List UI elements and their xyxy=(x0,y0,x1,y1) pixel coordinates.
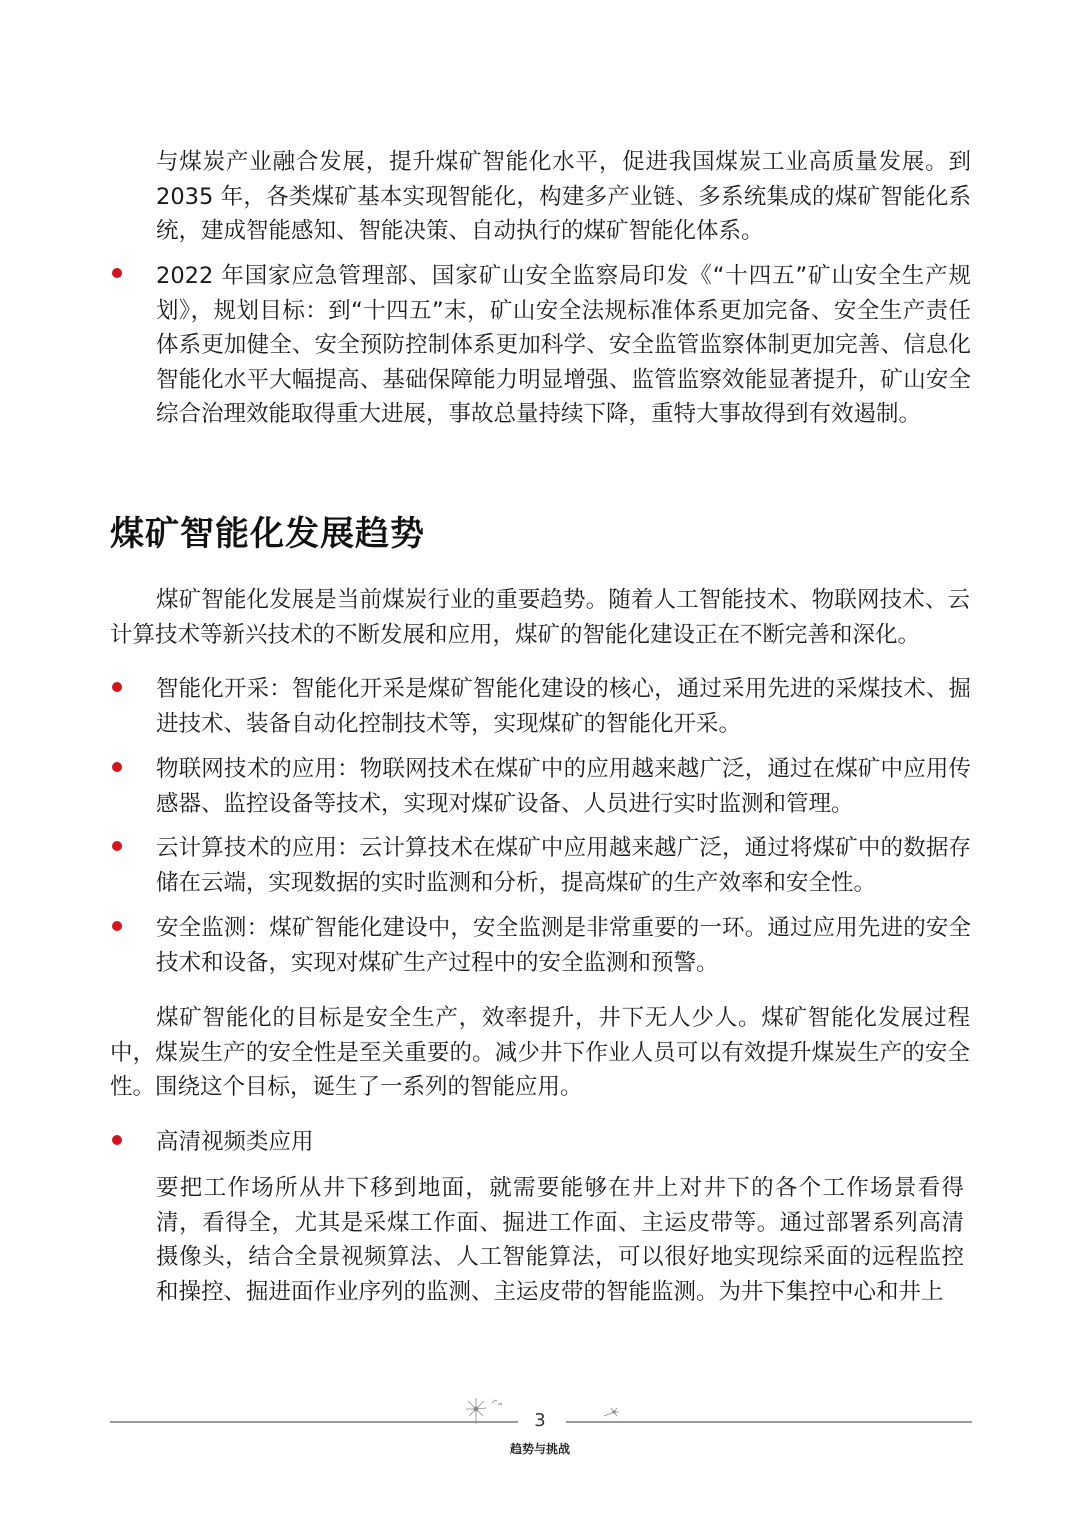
bullet-dot-icon xyxy=(112,682,122,692)
bullet-dot-icon xyxy=(112,762,122,772)
bullet-dot-icon xyxy=(112,1135,122,1145)
footer-rule-left xyxy=(110,1421,518,1423)
policy-bullet-text: 2022 年国家应急管理部、国家矿山安全监察局印发《“十四五”矿山安全生产规划》，规划目标：到“十四五”末，矿山安全法规标准体系更加完备、安全生产责任体系更加健全、安全预防控制体系更加科学、安全监管监察体制更加完善、信息化智能化水平大幅提高、基础保障能力明显增强、监管监察效能显著提升，矿山安全综合治理效能取得重大进展，事故总量持续下降，重特大事故得到有效遏制。 xyxy=(156,263,971,427)
hd-video-body: 要把工作场所从井下移到地面，就需要能够在井上对井下的各个工作场景看得清，看得全，尤其是采煤工作面、掘进工作面、主运皮带等。通过部署系列高清摄像头，结合全景视频算法、人工智能算法，可以很好地实现综采面的远程监控和操控、掘进面作业序列的监测、主运皮带的智能监测。为井下集控中心和井上 xyxy=(156,1175,964,1305)
bullet-dot-icon xyxy=(112,268,122,278)
section-intro-paragraph: 煤矿智能化发展是当前煤炭行业的重要趋势。随着人工智能技术、物联网技术、云计算技术等新兴技术的不断发展和应用，煤矿的智能化建设正在不断完善和深化。 xyxy=(110,587,970,648)
section-heading: 煤矿智能化发展趋势 xyxy=(110,514,425,554)
trend-item-safety-monitoring: 安全监测：煤矿智能化建设中，安全监测是非常重要的一环。通过应用先进的安全技术和设备，实现对煤矿生产过程中的安全监测和预警。 xyxy=(156,915,971,976)
goal-paragraph: 煤矿智能化的目标是安全生产，效率提升，井下无人少人。煤矿智能化发展过程中，煤炭生产的安全性是至关重要的。减少井下作业人员可以有效提升煤炭生产的安全性。围绕这个目标，诞生了一系列的智能应用。 xyxy=(110,1005,970,1100)
seed-icon xyxy=(600,1406,624,1420)
bullet-dot-icon xyxy=(112,841,122,851)
intro-paragraph: 与煤炭产业融合发展，提升煤矿智能化水平，促进我国煤炭工业高质量发展。到 2035 年，各类煤矿基本实现智能化，构建多产业链、多系统集成的煤矿智能化系统，建成智能感知、智能决策、自动执行的煤矿智能化体系。 xyxy=(156,149,971,244)
dandelion-icon xyxy=(462,1395,506,1425)
bullet-dot-icon xyxy=(112,921,122,931)
footer-caption: 趋势与挑战 xyxy=(509,1442,570,1456)
footer-rule-right xyxy=(566,1421,972,1423)
trend-item-intelligent-mining: 智能化开采：智能化开采是煤矿智能化建设的核心，通过采用先进的采煤技术、掘进技术、装备自动化控制技术等，实现煤矿的智能化开采。 xyxy=(156,676,971,737)
trend-item-cloud: 云计算技术的应用：云计算技术在煤矿中应用越来越广泛，通过将煤矿中的数据存储在云端，实现数据的实时监测和分析，提高煤矿的生产效率和安全性。 xyxy=(156,835,971,896)
page-number: 3 xyxy=(534,1410,546,1431)
trend-item-iot: 物联网技术的应用：物联网技术在煤矿中的应用越来越广泛，通过在煤矿中应用传感器、监控设备等技术，实现对煤矿设备、人员进行实时监测和管理。 xyxy=(156,756,971,817)
hd-video-title: 高清视频类应用 xyxy=(156,1129,314,1155)
